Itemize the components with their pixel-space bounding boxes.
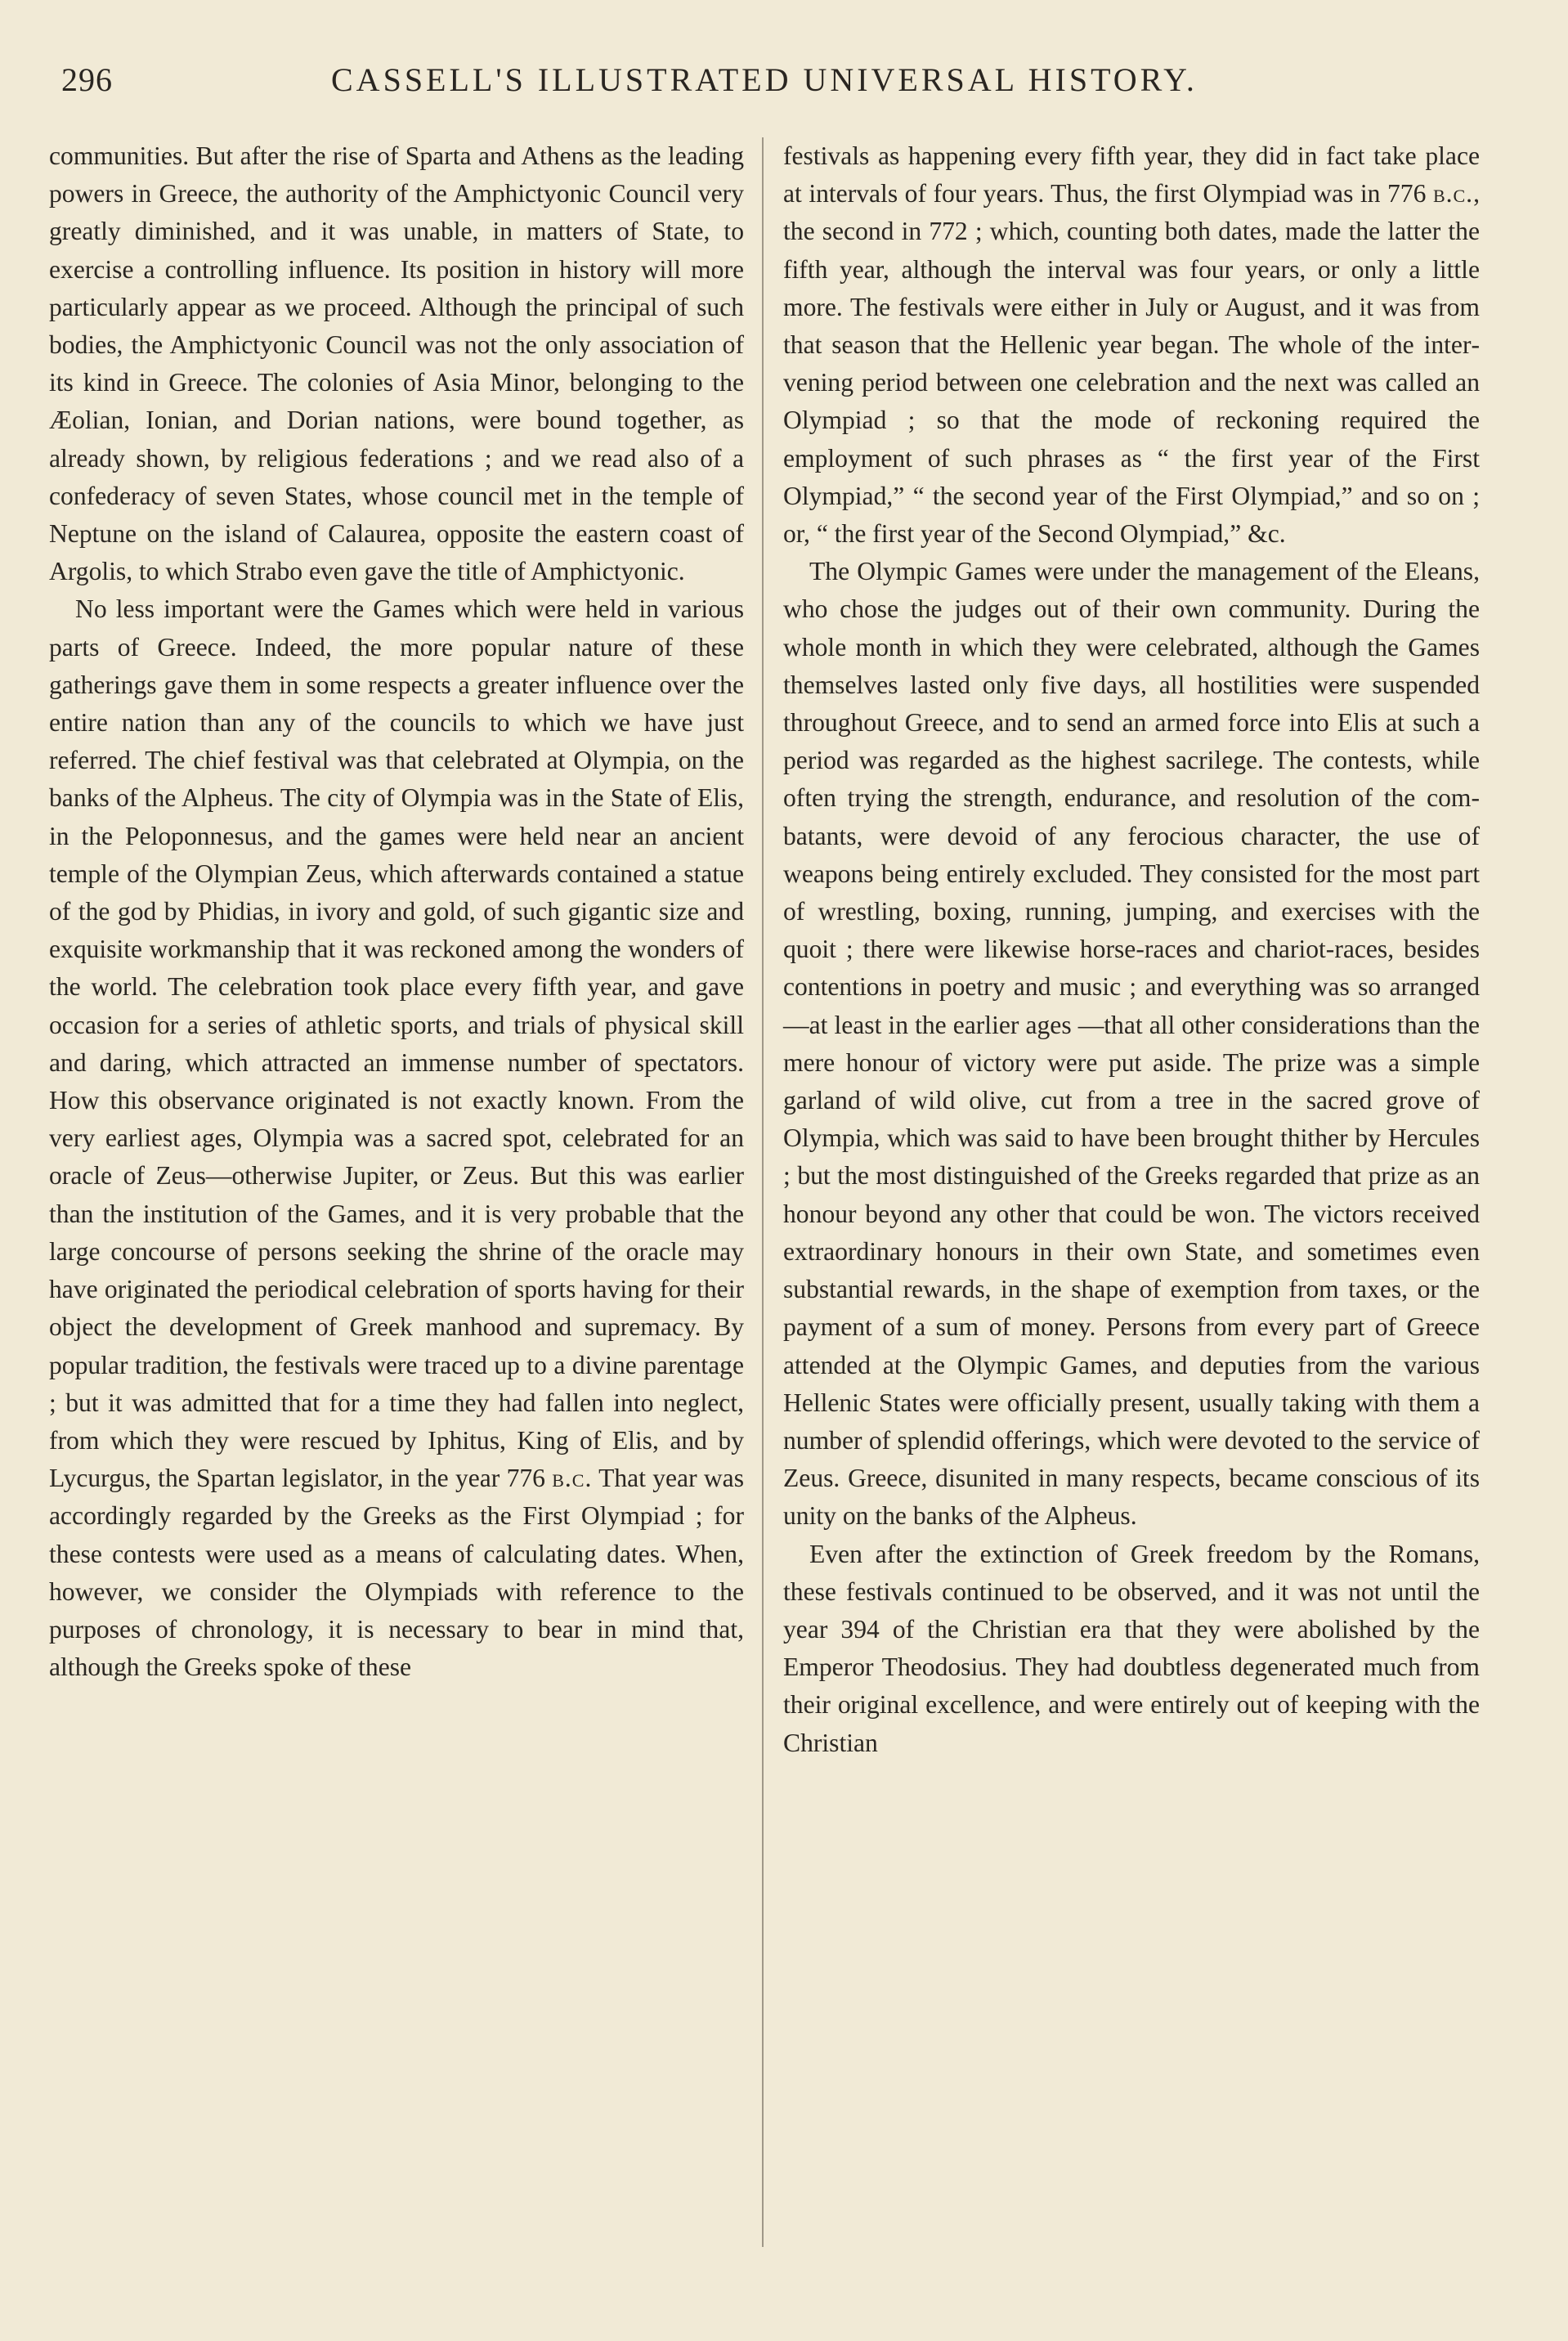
column-divider bbox=[762, 137, 764, 2247]
running-title: CASSELL'S ILLUSTRATED UNIVERSAL HISTORY. bbox=[331, 61, 1198, 98]
right-paragraph-1-end: , the second in 772 ; which, counting both dates, made the latter the fifth year, although the interval was four years, or only a little more. The festivals were either in July or August, and it was from that season that the Hellenic year began. The whole of the intervening period between one celebration and the next was called an Olympiad ; so that the mode of reckoning required the employment of such phrases as “ the first year of the First Olympiad,” “ the second year of the First Olympiad,” and so on ; or, “ the first year of the Second Olympiad,” &c. bbox=[783, 179, 1480, 549]
left-column bbox=[49, 137, 744, 1686]
right-paragraph-3: Even after the extinction of Greek freedom by the Romans, these festivals continued to be observed, and it was not until the year 394 of the Christian era that they were abolished by the Emperor Theodosius. They had doubtless degenerated much from their original excellence, and were entirely out of keeping with the Christian bbox=[783, 1539, 1480, 1757]
left-paragraph-2 bbox=[49, 590, 744, 1686]
right-paragraph-1-start: festivals as happening every fifth year, they did in fact take place at intervals of four years. Thus, the first Olympiad was in 776 bbox=[783, 141, 1480, 209]
right-column bbox=[783, 137, 1480, 1762]
right-paragraph-2: The Olympic Games were under the management of the Eleans, who chose the judges out of their own community. During the whole month in which they were celebrated, although the Games themselves lasted only five days, all hostilities were suspended throughout Greece, and to send an armed force into Elis at such a period was regarded as the highest sacrilege. The contests, while often trying the strength, endurance, and resolution of the combatants, were devoid of any ferocious character, the use of weapons being entirely excluded. They consisted for the most part of wrestling, boxing, running, jumping, and exercises with the quoit ; there were likewise horse-races and chariot-races, besides contentions in poetry and music ; and everything was so arranged—at least in the earlier ages —that all other considerations than the mere honour of victory were put aside. The prize was a simple garland of wild olive, cut from a tree in the sacred grove of Olympia, which was said to have been brought thither by Hercules ; but the most distinguished of the Greeks regarded that prize as an honour beyond any other that could be won. The victors received extraordinary honours in their own State, and sometimes even substantial rewards, in the shape of exemption from taxes, or the payment of a sum of money. Persons from every part of Greece attended at the Olympic Games, and deputies from the various Hellenic States were officially present, usually taking with them a number of splendid offerings, which were devoted to the service of Zeus. Greece, disunited in many respects, became conscious of its unity on the banks of the Alpheus. bbox=[783, 557, 1480, 1531]
left-paragraph-1: communities. But after the rise of Sparta and Athens as the leading powers in Greece, the authority of the Amphictyonic Council very greatly diminished, and it was unable, in matters of State, to exercise a controlling influence. Its position in history will more particularly appear as we proceed. Although the principal of such bodies, the Amphictyonic Council was not the only association of its kind in Greece. The colonies of Asia Minor, belonging to the Æolian, Ionian, and Dorian nations, were bound together, as already shown, by religious federations ; and we read also of a confederacy of seven States, whose council met in the temple of Neptune on the island of Calaurea, opposite the eastern coast of Argolis, to which Strabo even gave the title of Amphictyonic. bbox=[49, 141, 744, 586]
bc-abbreviation: b.c. bbox=[1432, 179, 1474, 209]
running-head bbox=[61, 54, 1484, 111]
page-number: 296 bbox=[61, 61, 113, 98]
right-paragraph-1 bbox=[783, 137, 1480, 553]
left-paragraph-2-text: No less important were the Games which were held in various parts of Greece. Indeed, the more popular nature of these gatherings gave them in some respects a greater influence over the entire nation than any of the councils to which we have just referred. The chief festival was that celebrated at Olympia, on the banks of the Alpheus. The city of Olympia was in the State of Elis, in the Peloponnesus, and the games were held near an ancient temple of the Olympian Zeus, which afterwards contained a statue of the god by Phidias, in ivory and gold, of such gigantic size and exquisite workmanship that it was reckoned among the wonders of the world. The celebration took place every fifth year, and gave occasion for a series of athletic sports, and trials of physical skill and daring, which attracted an immense number of spectators. How this observance originated is not exactly known. From the very earliest ages, Olympia was a sacred spot, celebrated for an oracle of Zeus—otherwise Jupiter, or Zeus. But this was earlier than the institution of the Games, and it is very probable that the large concourse of persons seeking the shrine of the oracle may have originated the periodical celebration of sports having for their object the development of Greek manhood and supremacy. By popular tradition, the festivals were traced up to a divine parentage ; but it was admitted that for a time they had fallen into neglect, from which they were rescued by Iphitus, King of Elis, and by Lycurgus, the Spartan legislator, in the year 776 bbox=[49, 594, 744, 1493]
bc-abbreviation: b.c. bbox=[552, 1464, 593, 1493]
left-paragraph-2-end: That year was accordingly regarded by the Greeks as the First Olympiad ; for these contests were used as a means of calculating dates. When, however, we consider the Olympiads with reference to the purposes of chronology, it is necessary to bear in mind that, although the Greeks spoke of these bbox=[49, 1464, 744, 1682]
